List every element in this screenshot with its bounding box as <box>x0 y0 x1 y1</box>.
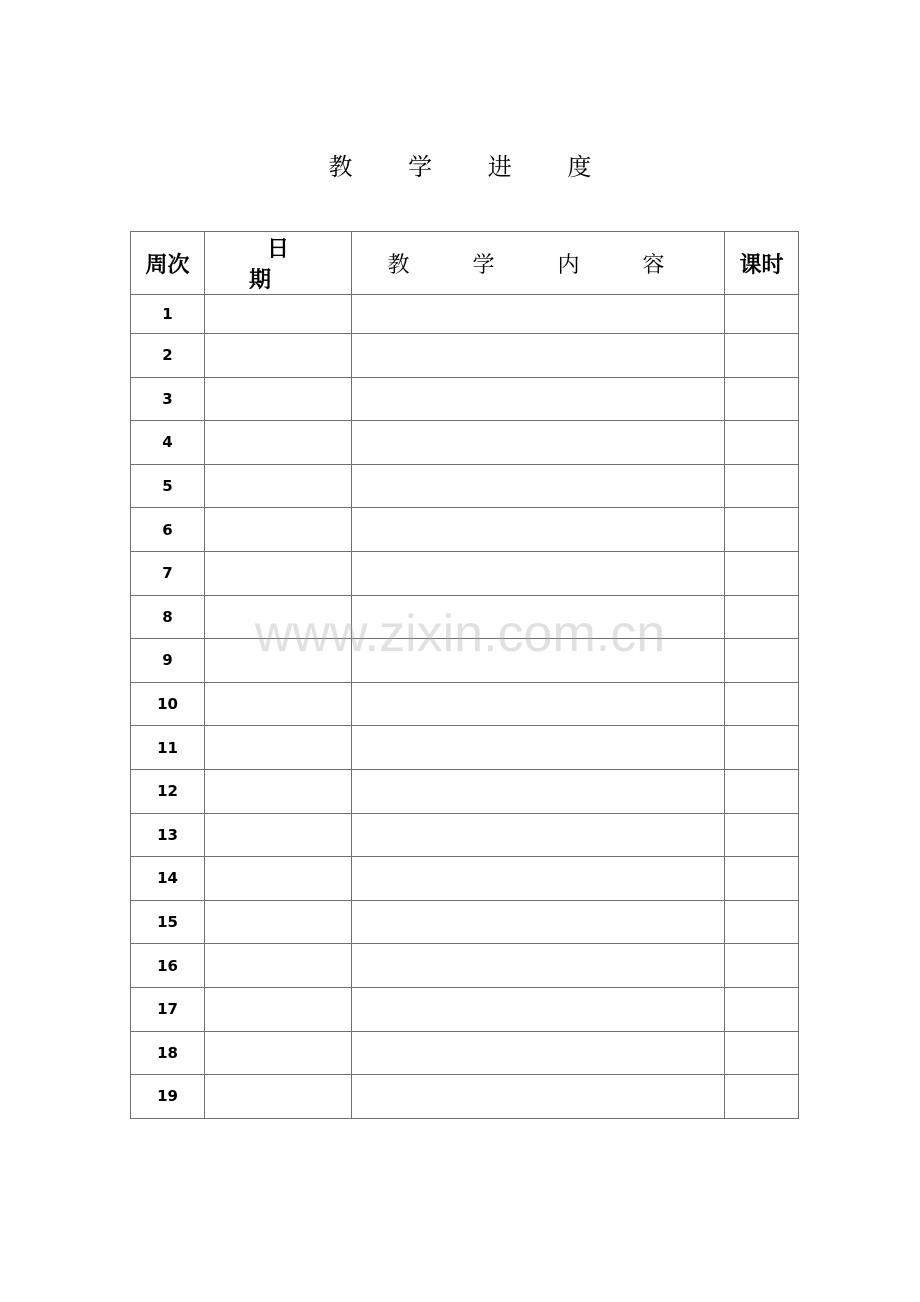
hours-cell <box>725 464 799 508</box>
content-cell <box>352 377 725 421</box>
hours-cell <box>725 595 799 639</box>
hours-cell <box>725 769 799 813</box>
date-cell <box>205 857 352 901</box>
week-number-cell: 12 <box>131 769 205 813</box>
hours-cell <box>725 1075 799 1119</box>
date-cell <box>205 1075 352 1119</box>
content-cell <box>352 682 725 726</box>
table-row <box>131 944 799 988</box>
table-row <box>131 295 799 334</box>
content-cell <box>352 1075 725 1119</box>
week-number-cell: 3 <box>131 377 205 421</box>
teaching-schedule-table <box>130 231 799 1119</box>
page-title: 教 学 进 度 <box>328 153 616 181</box>
hours-cell <box>725 813 799 857</box>
content-cell <box>352 987 725 1031</box>
date-cell <box>205 900 352 944</box>
content-cell <box>352 508 725 552</box>
hours-cell <box>725 639 799 683</box>
table-row <box>131 377 799 421</box>
content-cell <box>352 421 725 465</box>
table-row <box>131 508 799 552</box>
table-row <box>131 421 799 465</box>
content-cell <box>352 334 725 378</box>
content-cell <box>352 726 725 770</box>
header-content: 教 学 内 容 <box>352 232 725 295</box>
content-cell <box>352 900 725 944</box>
content-cell <box>352 813 725 857</box>
hours-cell <box>725 551 799 595</box>
week-number-cell: 9 <box>131 639 205 683</box>
date-cell <box>205 813 352 857</box>
content-cell <box>352 551 725 595</box>
table-header-row <box>131 232 799 295</box>
week-number-cell: 18 <box>131 1031 205 1075</box>
table-row <box>131 334 799 378</box>
date-cell <box>205 682 352 726</box>
table-row <box>131 987 799 1031</box>
hours-cell <box>725 421 799 465</box>
content-cell <box>352 1031 725 1075</box>
table-body <box>131 295 799 1119</box>
date-cell <box>205 334 352 378</box>
date-cell <box>205 639 352 683</box>
table-row <box>131 813 799 857</box>
date-cell <box>205 551 352 595</box>
table-row <box>131 551 799 595</box>
header-week: 周次 <box>131 232 205 295</box>
content-cell <box>352 639 725 683</box>
hours-cell <box>725 334 799 378</box>
table-row <box>131 682 799 726</box>
week-number-cell: 1 <box>131 295 205 334</box>
content-cell <box>352 857 725 901</box>
table-row <box>131 857 799 901</box>
content-cell <box>352 944 725 988</box>
week-number-cell: 17 <box>131 987 205 1031</box>
week-number-cell: 16 <box>131 944 205 988</box>
week-number-cell: 10 <box>131 682 205 726</box>
table-row <box>131 1031 799 1075</box>
week-number-cell: 15 <box>131 900 205 944</box>
hours-cell <box>725 900 799 944</box>
week-number-cell: 8 <box>131 595 205 639</box>
hours-cell <box>725 682 799 726</box>
week-number-cell: 19 <box>131 1075 205 1119</box>
date-cell <box>205 508 352 552</box>
week-number-cell: 4 <box>131 421 205 465</box>
hours-cell <box>725 726 799 770</box>
week-number-cell: 11 <box>131 726 205 770</box>
date-cell <box>205 377 352 421</box>
date-cell <box>205 944 352 988</box>
table-row <box>131 769 799 813</box>
hours-cell <box>725 1031 799 1075</box>
date-cell <box>205 464 352 508</box>
date-cell <box>205 595 352 639</box>
date-cell <box>205 295 352 334</box>
table-row <box>131 639 799 683</box>
watermark: www.zixin.com.cn <box>254 605 666 663</box>
week-number-cell: 7 <box>131 551 205 595</box>
hours-cell <box>725 857 799 901</box>
hours-cell <box>725 508 799 552</box>
content-cell <box>352 769 725 813</box>
date-cell <box>205 421 352 465</box>
table-row <box>131 726 799 770</box>
date-cell <box>205 769 352 813</box>
header-date: 日期 <box>205 232 352 295</box>
hours-cell <box>725 377 799 421</box>
date-cell <box>205 726 352 770</box>
content-cell <box>352 295 725 334</box>
hours-cell <box>725 295 799 334</box>
header-hours: 课时 <box>725 232 799 295</box>
date-cell <box>205 987 352 1031</box>
table-row <box>131 464 799 508</box>
table-row <box>131 1075 799 1119</box>
content-cell <box>352 464 725 508</box>
week-number-cell: 6 <box>131 508 205 552</box>
hours-cell <box>725 944 799 988</box>
week-number-cell: 2 <box>131 334 205 378</box>
content-cell <box>352 595 725 639</box>
table-row <box>131 595 799 639</box>
table-row <box>131 900 799 944</box>
week-number-cell: 5 <box>131 464 205 508</box>
date-cell <box>205 1031 352 1075</box>
week-number-cell: 13 <box>131 813 205 857</box>
week-number-cell: 14 <box>131 857 205 901</box>
hours-cell <box>725 987 799 1031</box>
